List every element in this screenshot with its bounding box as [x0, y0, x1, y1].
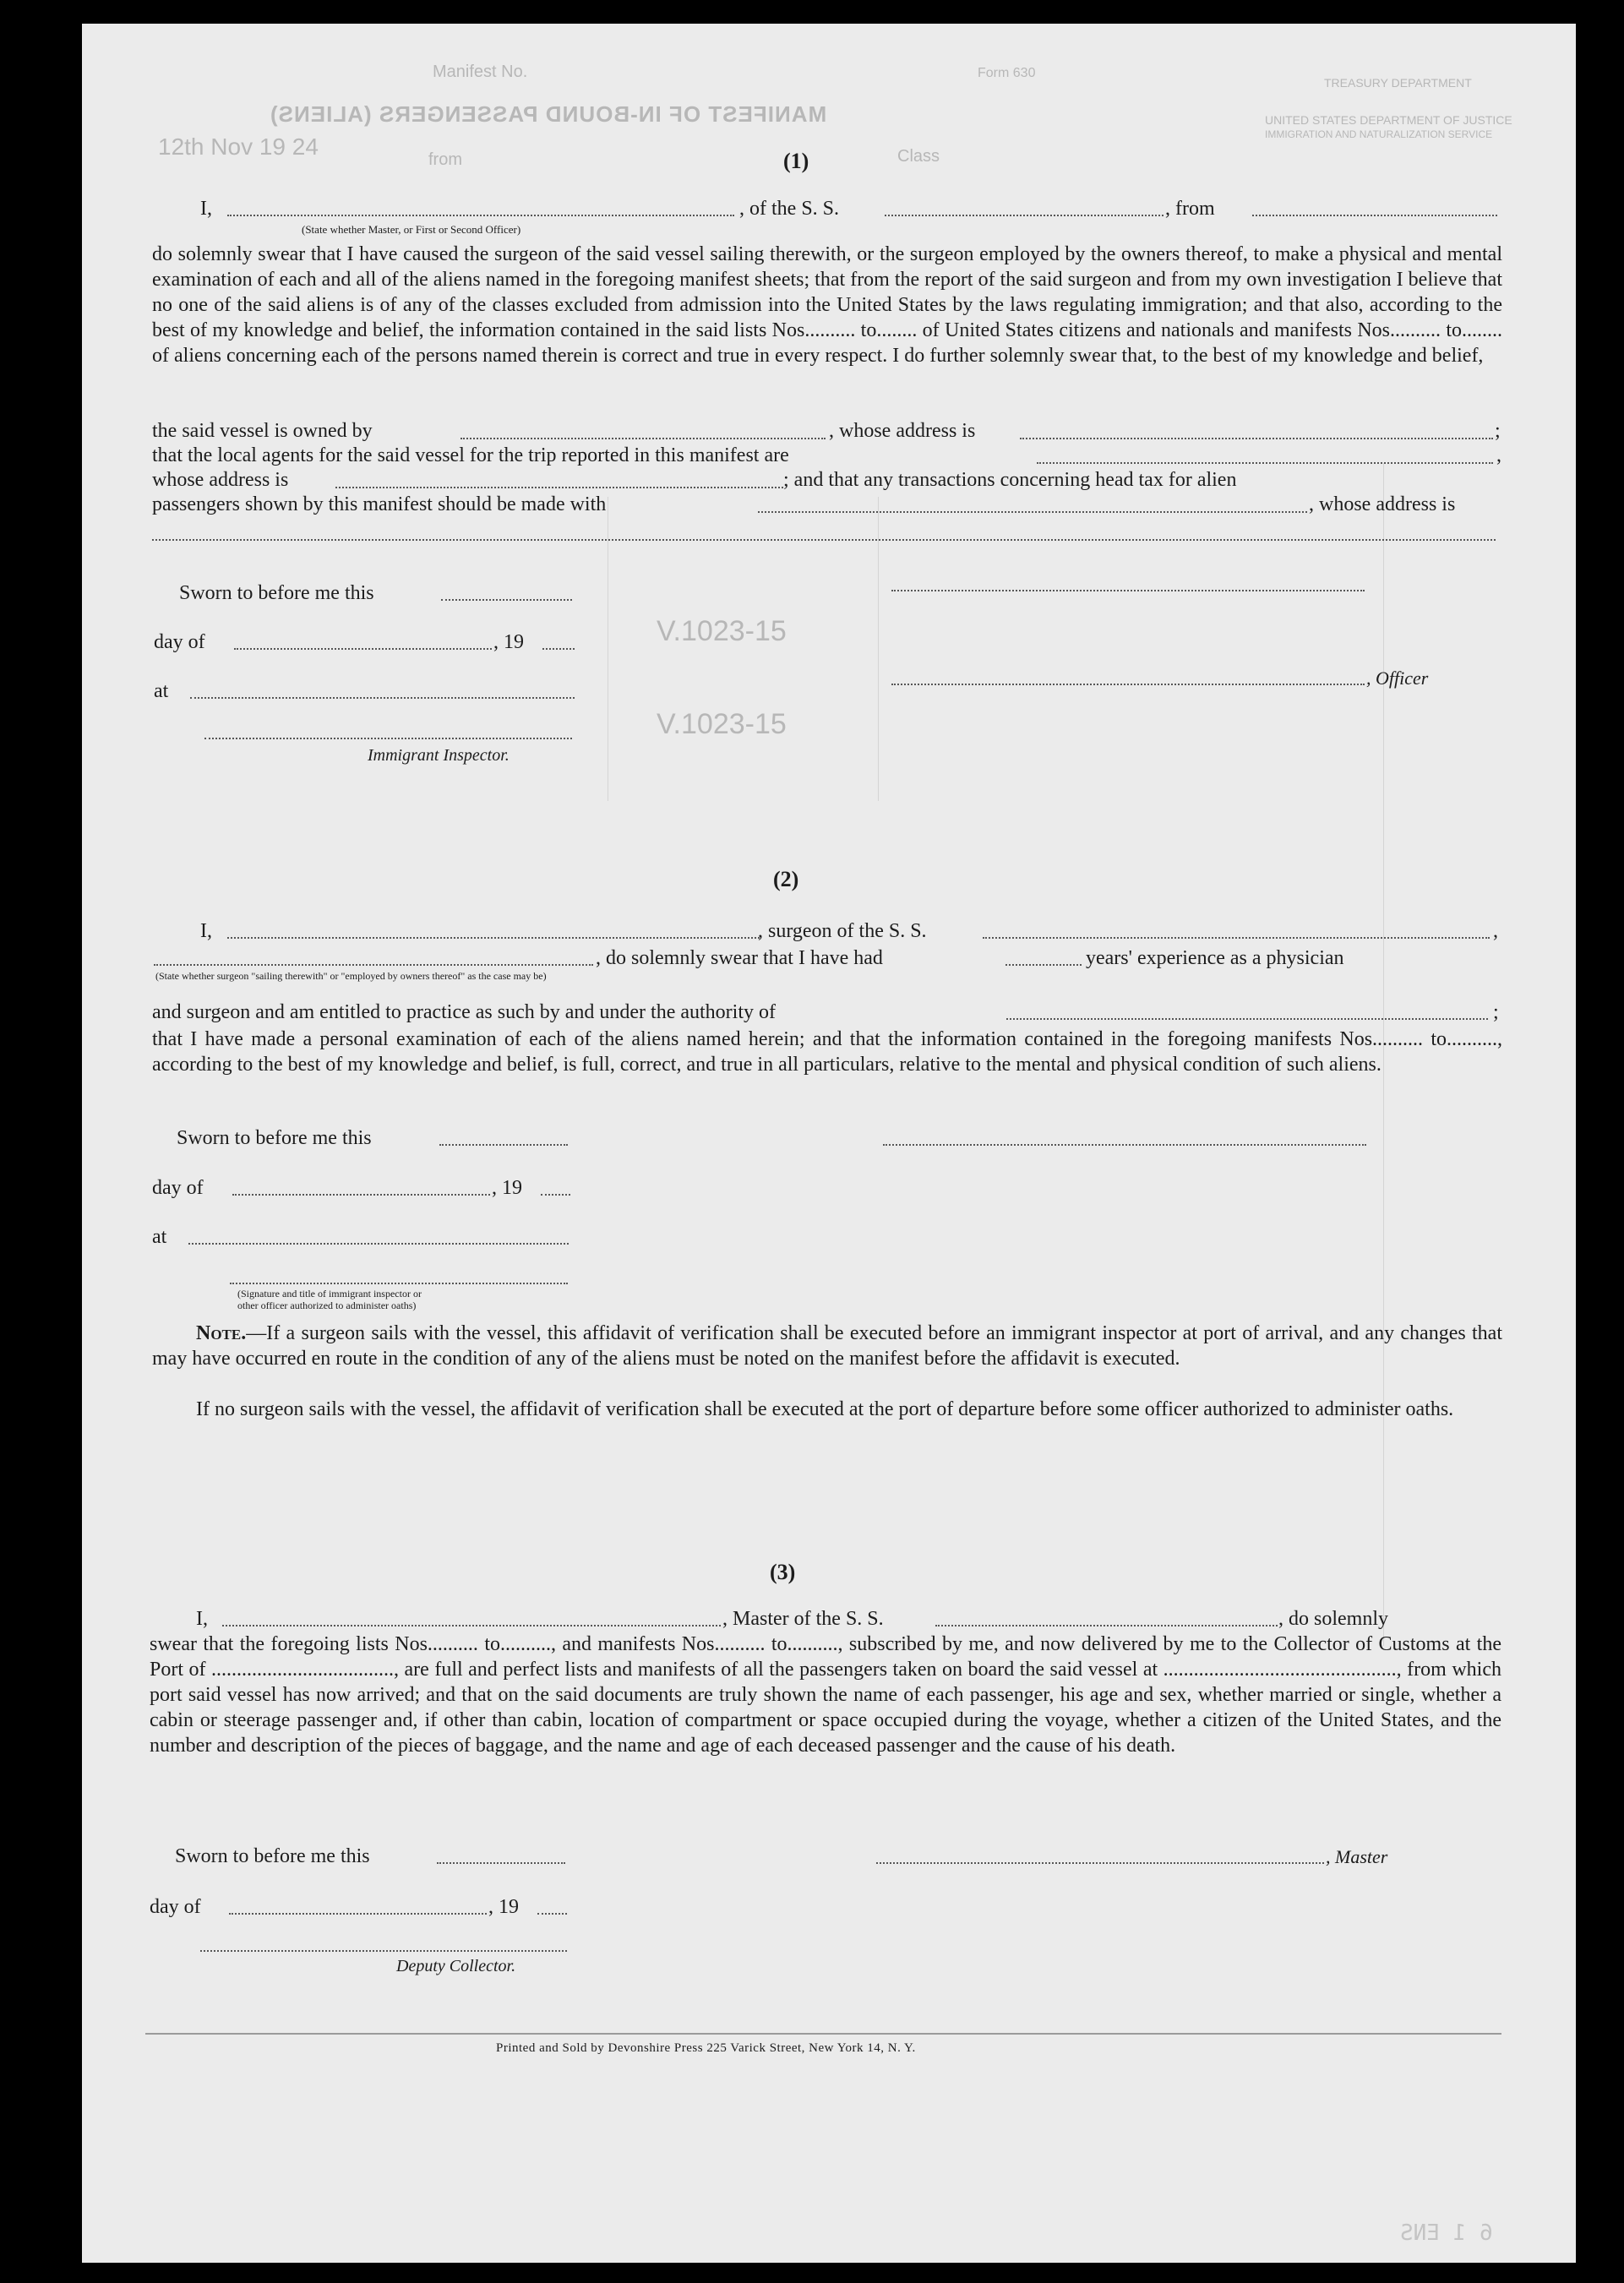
section-1-ss-label: , of the S. S. — [739, 198, 840, 220]
month-blank — [229, 1913, 487, 1915]
master-of-ss-label: , Master of the S. S. — [722, 1608, 884, 1630]
inspector-title: Immigrant Inspector. — [368, 746, 510, 765]
ghost-manifest-title: MANIFEST OF IN-BOUND PASSENGERS (ALIENS) — [270, 101, 827, 127]
comma: , — [1493, 920, 1498, 942]
section-1-from-label: , from — [1165, 198, 1215, 220]
month-blank — [232, 1194, 490, 1196]
local-agents-blank — [1037, 462, 1493, 464]
master-vessel-blank — [935, 1625, 1278, 1626]
surgeon-of-ss-label: , surgeon of the S. S. — [758, 920, 927, 942]
surgeon-status-blank — [154, 964, 593, 966]
month-blank — [234, 648, 492, 650]
surgeon-signature-blank — [883, 1144, 1366, 1146]
section-2-i: I, — [200, 920, 212, 942]
master-name-blank — [222, 1625, 721, 1626]
year-label: , 19 — [488, 1896, 519, 1918]
year-blank — [542, 648, 575, 650]
sworn-label: Sworn to before me this — [179, 582, 374, 604]
year-label: , 19 — [493, 631, 524, 653]
head-tax-contact-blank — [758, 511, 1307, 513]
ghost-form-ref-dept: TREASURY DEPARTMENT — [1324, 76, 1472, 90]
owner-blank — [460, 438, 826, 439]
contact-address-label: , whose address is — [1309, 493, 1456, 515]
ghost-manifest-no: Manifest No. — [433, 63, 528, 81]
surgeon-note: (State whether surgeon "sailing therewith" or "employed by owners thereof" as the case may be) — [155, 970, 547, 982]
officer-signature-top-blank — [891, 590, 1365, 591]
authority-blank — [1006, 1018, 1488, 1020]
owner-address-label: , whose address is — [829, 420, 976, 442]
master-signature-blank — [876, 1862, 1324, 1864]
ghost-date-stamp: 12th Nov 19 24 — [158, 133, 319, 160]
day-of-label: day of — [152, 1177, 204, 1199]
semicolon: ; — [1493, 1001, 1499, 1023]
ghost-form-ref-us: UNITED STATES DEPARTMENT OF JUSTICE — [1265, 113, 1512, 127]
officer-signature-blank — [230, 1283, 568, 1284]
agent-address-blank — [335, 487, 783, 488]
surgeon-vessel-blank — [983, 937, 1490, 939]
day-of-label: day of — [154, 631, 205, 653]
year-blank — [537, 1913, 567, 1915]
ghost-stamp-no: V.1023-15 — [657, 615, 787, 647]
inspector-signature-blank — [204, 738, 572, 739]
officer-note: (State whether Master, or First or Second Officer) — [302, 223, 521, 236]
footer-rule — [145, 2033, 1501, 2035]
bleed-column-line — [878, 497, 879, 801]
section-3-number: (3) — [770, 1560, 796, 1584]
agent-address-label: whose address is — [152, 469, 289, 491]
ghost-stamp-no-2: V.1023-15 — [657, 708, 787, 740]
owner-address-blank — [1020, 438, 1493, 439]
at-label: at — [154, 680, 169, 702]
sworn-day-blank — [439, 1144, 568, 1146]
owned-by-label: the said vessel is owned by — [152, 420, 373, 442]
signature-note-1: (Signature and title of immigrant inspector or — [237, 1288, 422, 1300]
sworn-day-blank — [437, 1862, 565, 1864]
note-label: Note. — [196, 1322, 247, 1344]
local-agents-label: that the local agents for the said vessel for the trip reported in this manifest are — [152, 444, 789, 466]
section-1-oath-text: do solemnly swear that I have caused the surgeon of the said vessel sailing therewith, or the surgeon employed by the owners thereof, to make a physical and mental examination of each and all of the aliens named in the foregoing manifest sheets; that from the report of the said surgeon and from my own investigation I believe that no one of the said aliens is of any of the classes excluded from admission into the United States by the laws regulating immigration; and that also, according to the best of my knowledge and belief, the information contained in the said lists Nos.......... to........ of United States citizens and nationals and manifests Nos.......... to........ of aliens concerning each of the persons named therein is correct and true in every respect. I do further solemnly swear that, to the best of my knowledge and belief, — [152, 243, 1502, 367]
ghost-form-ref-service: IMMIGRATION AND NATURALIZATION SERVICE — [1265, 128, 1493, 140]
manifest-verification-sheet — [82, 24, 1576, 2263]
sworn-years-text: , do solemnly swear that I have had — [596, 947, 883, 969]
years-blank — [1005, 964, 1082, 966]
section-1-number: (1) — [783, 149, 809, 173]
section-2-oath-text: that I have made a personal examination of each of the aliens named herein; and that the information contained in the foregoing manifests Nos.......... to.........., according to the best of my knowledge and belief, is full, correct, and true in all particulars, relative to the mental and physical condition of such aliens. — [152, 1028, 1502, 1076]
at-label: at — [152, 1226, 167, 1248]
officer-title: , Officer — [1366, 667, 1429, 689]
surgeon-name-blank — [227, 937, 760, 939]
authority-text: and surgeon and am entitled to practice as such by and under the authority of — [152, 1001, 776, 1023]
at-place-blank — [190, 697, 575, 699]
sworn-label: Sworn to before me this — [175, 1845, 370, 1867]
ghost-form-ref-left: Form 630 — [978, 66, 1036, 80]
year-label: , 19 — [492, 1177, 522, 1199]
do-solemnly-text: , do solemnly — [1278, 1608, 1388, 1630]
section-3-i: I, — [196, 1608, 208, 1630]
semicolon: ; — [1495, 420, 1501, 442]
collector-signature-blank — [200, 1950, 567, 1952]
vessel-name-blank — [885, 215, 1164, 216]
corner-mark: 6 1 ENS — [1400, 2220, 1493, 2246]
years-experience-text: years' experience as a physician — [1086, 947, 1344, 969]
note-paragraph — [152, 1321, 1502, 1371]
day-of-label: day of — [150, 1896, 201, 1918]
passengers-shown-text: passengers shown by this manifest should be made with — [152, 493, 607, 515]
printer-imprint: Printed and Sold by Devonshire Press 225 Varick Street, New York 14, N. Y. — [496, 2041, 916, 2055]
sworn-day-blank — [441, 599, 572, 601]
collector-title: Deputy Collector. — [396, 1957, 516, 1975]
master-title: , Master — [1326, 1846, 1388, 1867]
year-blank — [541, 1194, 570, 1196]
ghost-from-label: from — [428, 150, 462, 169]
section-3-oath-text: swear that the foregoing lists Nos.......... to.........., and manifests Nos.......... to.........., subscribed by me, and now delivered by me to the Collector of Customs at the Port of ...................................., are full and perfect lists and manifests of all the passengers taken on board the said vessel at .............................................., from which port said vessel has now arrived; and that on the said documents are truly shown the name of each passenger, his age and sex, whether married or single, whether a cabin or steerage passenger and, if other than cabin, location of compartment or space occupied during the voyage, whether a citizen of the United States, and the number and description of the pieces of baggage, and the name and age of each deceased passenger and the cause of his death. — [150, 1633, 1501, 1757]
contact-address-blank — [152, 539, 1496, 541]
section-1-i: I, — [200, 198, 212, 220]
section-2-number: (2) — [773, 867, 799, 891]
note-text-1: —If a surgeon sails with the vessel, this affidavit of verification shall be executed before an immigrant inspector at port of arrival, and any changes that may have occurred en route in the condition of any of the aliens must be noted on the manifest before the affidavit is executed. — [152, 1322, 1502, 1370]
officer-name-blank — [227, 215, 734, 216]
sworn-label: Sworn to before me this — [177, 1127, 372, 1149]
comma: , — [1496, 444, 1501, 466]
from-port-blank — [1252, 215, 1497, 216]
officer-signature-blank — [891, 684, 1365, 685]
head-tax-text: ; and that any transactions concerning head tax for alien — [783, 469, 1237, 491]
at-place-blank — [188, 1243, 569, 1245]
signature-note-2: other officer authorized to administer oaths) — [237, 1300, 417, 1311]
note-text-2: If no surgeon sails with the vessel, the affidavit of verification shall be executed at the port of departure before some officer authorized to administer oaths. — [196, 1398, 1454, 1420]
ghost-class-label: Class — [897, 147, 940, 166]
